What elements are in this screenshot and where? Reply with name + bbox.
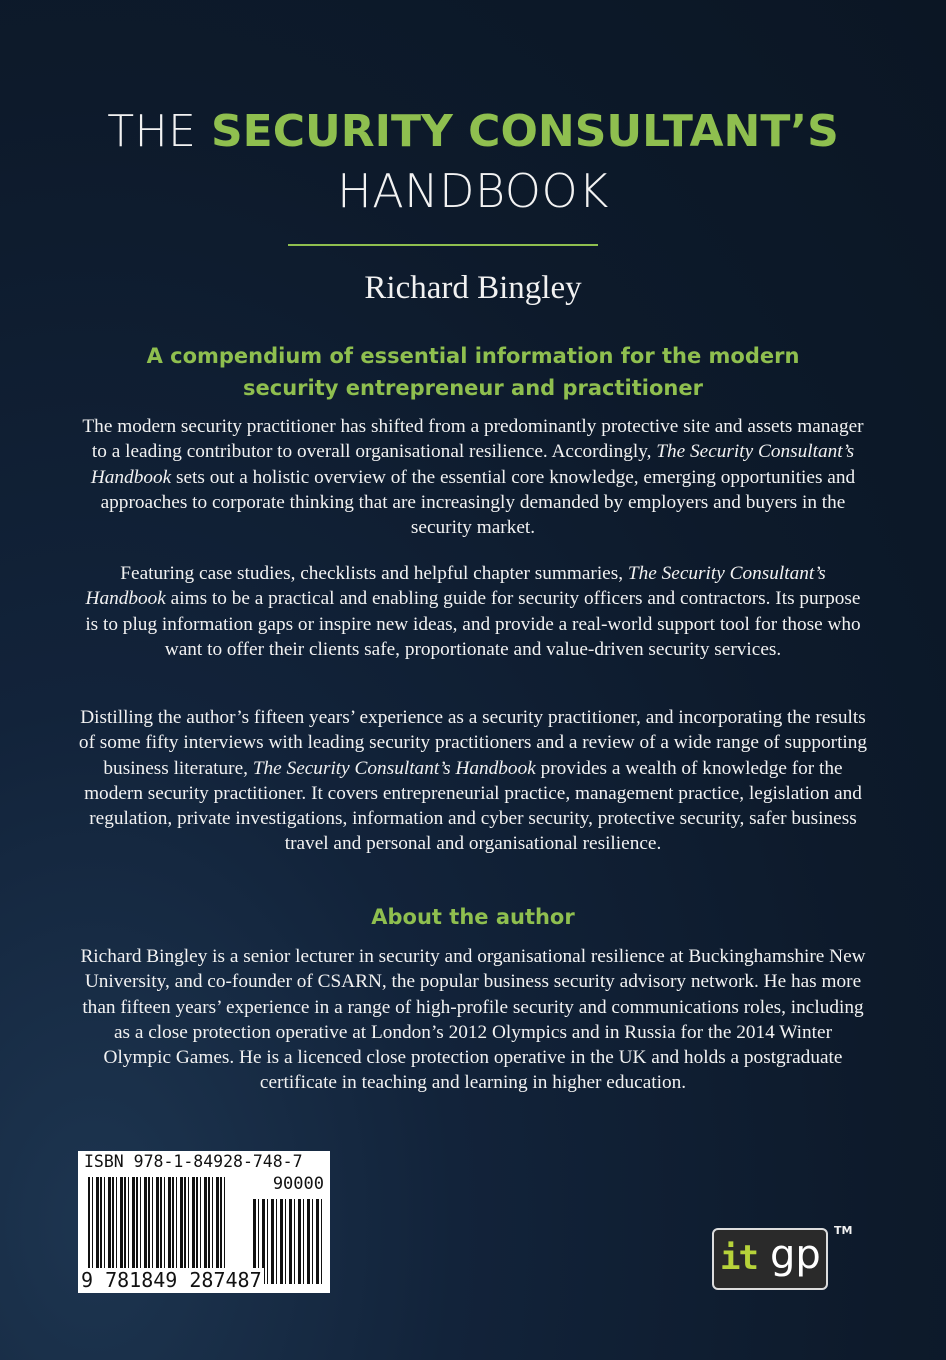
description-paragraph-1 <box>78 414 868 540</box>
about-author-heading: About the author <box>371 905 575 929</box>
trademark-symbol: TM <box>834 1224 853 1237</box>
book-title-line1 <box>0 106 946 157</box>
author-name: Richard Bingley <box>364 270 582 306</box>
text: aims to be a practical and enabling guide for security officers and contractors. Its purpose is to plug information gaps or inspire new ideas, and provide a real-world support tool for those who want to offer their clients safe, proportionate and value-driven security services. <box>85 588 861 660</box>
text: Featuring case studies, checklists and helpful chapter summaries, <box>120 563 628 584</box>
text: provides a wealth of knowledge for the modern security practitioner. It covers entrepreneurial practice, management practice, legislation and regulation, private investigations, information and cyber security, protective security, safer business travel and personal and organisational resilience. <box>84 757 862 855</box>
text: sets out a holistic overview of the essential core knowledge, emerging opportunities and approaches to corporate thinking that are increasingly demanded by employers and buyers in the security market. <box>100 466 856 539</box>
logo-it: it <box>720 1238 757 1278</box>
book-title-italic: The Security Consultant’s Handbook <box>252 757 536 779</box>
isbn-barcode <box>78 1151 330 1293</box>
title-prefix: THE <box>107 106 211 157</box>
subtitle: A compendium of essential information for the modern security entrepreneur and practitioner <box>146 344 800 400</box>
description-paragraph-2 <box>78 561 868 662</box>
itgp-logo <box>712 1228 828 1290</box>
book-title-italic: The Security Consultant’s Handbook <box>90 441 855 488</box>
title-divider <box>288 244 598 246</box>
book-title-line2: HANDBOOK <box>337 164 609 218</box>
logo-gp: gp <box>770 1232 821 1278</box>
about-author-text: Richard Bingley is a senior lecturer in security and organisational resilience at Buckinghamshire New University, and co-founder of CSARN, the popular business security advisory network. He has more than fifteen years’ experience in a range of high-profile security and communications roles, including as a close protection operative at London’s 2012 Olympics and in Russia for the 2014 Winter Olympic Games. He is a licenced close protection operative in the UK and holds a postgraduate certificate in teaching and learning in higher education. <box>80 946 866 1094</box>
text: Distilling the author’s fifteen years’ experience as a security practitioner, and incorporating the results of some fifty interviews with leading security practitioners and a review of a wide range of supporting business literature, <box>78 707 868 779</box>
price-addon: 90000 <box>272 1174 324 1194</box>
ean-number: 9 781849 287487 <box>81 1268 262 1292</box>
isbn-text: ISBN 978-1-84928-748-7 <box>84 1152 303 1171</box>
text: The modern security practitioner has shifted from a predominantly protective site and assets manager to a leading contributor to overall organisational resilience. Accordingly, <box>82 416 864 463</box>
description-paragraph-3 <box>78 705 868 857</box>
book-title-italic: The Security Consultant’s Handbook <box>85 563 826 610</box>
title-highlight: SECURITY CONSULTANT’S <box>210 106 839 157</box>
